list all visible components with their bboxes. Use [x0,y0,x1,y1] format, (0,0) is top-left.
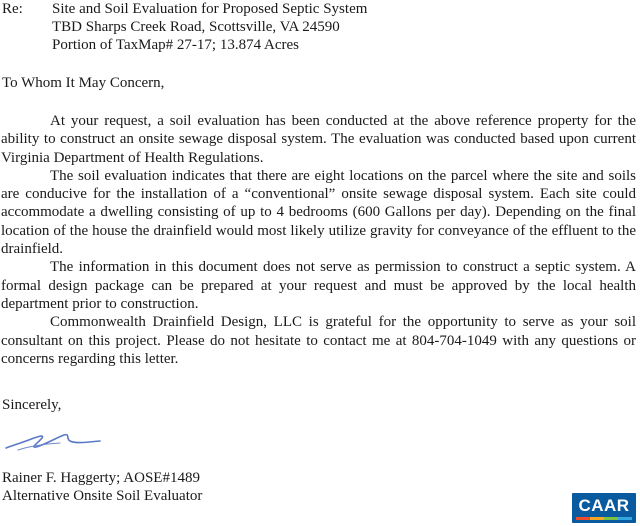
subject-line-1-row [0,0,367,18]
salutation: To Whom It May Concern, [2,75,165,91]
caar-logo [572,493,636,523]
subject-line-2-row [0,18,367,36]
subject-line-2: TBD Sharps Creek Road, Scottsville, VA 24590 [52,19,340,35]
letter-body [0,112,636,368]
subject-line-3-row [0,36,367,54]
body-paragraph-2: The soil evaluation indicates that there are eight locations on the parcel where the site and soils are conducive for the installation of a “conventional” onsite sewage disposal system. Each site could accommodate a dwelling consisting of up to 4 bedrooms (600 Gallons per day). Depending on the final location of the house the drainfield would most likely utilize gravity for conveyance of the effluent to the drainfield. [1,167,636,258]
signature-block [2,469,202,505]
body-paragraph-1: At your request, a soil evaluation has been conducted at the above reference property for the ability to construct an onsite sewage disposal system. The evaluation was conducted based upon current Virginia Department of Health Regulations. [1,113,636,166]
signer-name: Rainer F. Haggerty; AOSE#1489 [2,470,200,486]
body-paragraph-4: Commonwealth Drainfield Design, LLC is grateful for the opportunity to serve as your soil consultant on this project. Please do not hesitate to contact me at 804-704-1049 with any questions or concerns regarding this letter. [1,314,636,367]
subject-header [0,0,367,54]
caar-logo-stripe [576,517,632,520]
caar-logo-text: CAAR [578,495,630,515]
body-paragraph-3: The information in this document does not serve as permission to construct a septic system. A formal design package can be prepared at your request and must be approved by the local health department prior to construction. [1,259,636,312]
subject-line-1: Site and Soil Evaluation for Proposed Septic System [52,1,368,17]
re-label: Re: [2,1,23,17]
closing: Sincerely, [2,397,62,413]
signature-icon [0,420,130,460]
subject-line-3: Portion of TaxMap# 27-17; 13.874 Acres [52,37,299,53]
signer-title: Alternative Onsite Soil Evaluator [2,488,203,504]
